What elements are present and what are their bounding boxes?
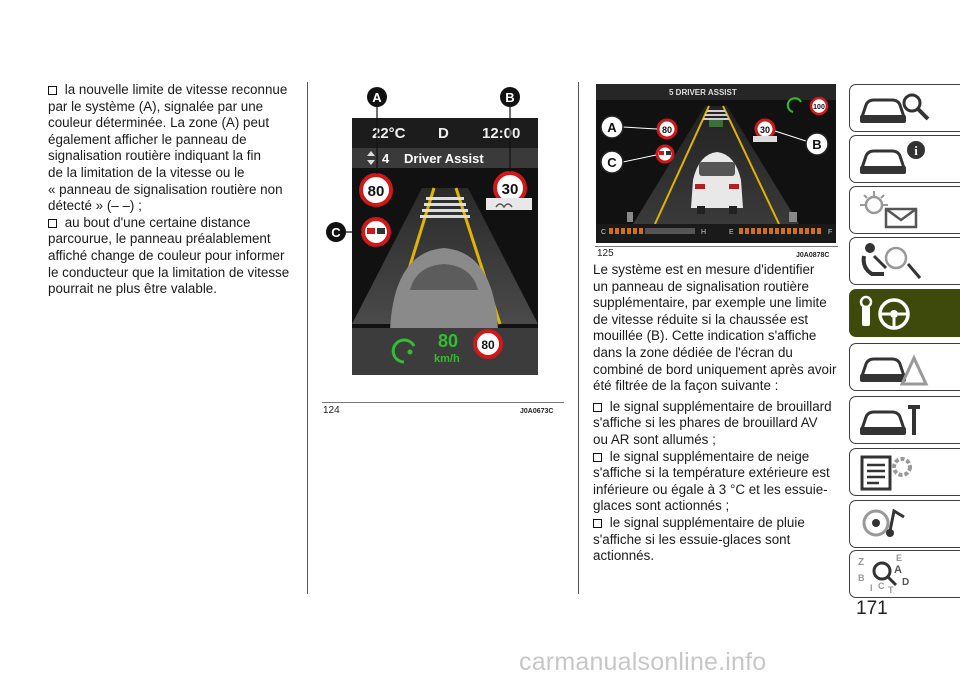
key-steering-wheel-icon [850,290,940,334]
car-search-icon [850,85,940,129]
display-time: 12:00 [482,125,521,142]
svg-text:B: B [505,90,515,105]
display-speed-unit: km/h [434,353,460,365]
svg-text:Z: Z [858,557,865,568]
column-divider-1 [307,82,308,594]
svg-text:C: C [331,225,341,240]
spec-sheet-gear-icon [850,449,940,493]
multimedia-icon [850,501,940,545]
menu-number: 4 [382,151,390,166]
svg-text:A: A [894,564,902,576]
svg-text:E: E [896,553,903,563]
svg-text:B: B [858,573,865,583]
gauge-c-label: C [601,229,607,236]
tab-warning-lights[interactable] [849,186,960,234]
temperature-icon [627,212,633,222]
column-divider-2 [578,82,579,594]
svg-text:B: B [812,137,822,152]
car-info-icon [850,136,940,180]
car-tools-icon [850,397,940,441]
display-gear: D [438,125,449,142]
tab-maintenance[interactable] [849,396,960,444]
tab-emergency[interactable] [849,343,960,391]
right-paragraph-intro: Le système est en mesure d'identifier un panneau de signalisation routière supplémentaire, par exemple une limite de vitesse réduite si la chaussée est mouillée (B). Cette indication s'affiche dans la zone dédiée de l'écran du combiné de bord uniquement après avoir été filtrée de la façon suivante : [593,262,837,394]
figure-124-cluster-display [322,84,566,378]
warning-light-message-icon [850,187,940,231]
figure-125-caption-rule [595,246,838,247]
figure-125-cluster-display [593,84,838,244]
figure-124-caption-rule [322,402,564,403]
svg-text:100: 100 [813,104,825,111]
display-temperature: 22°C [372,125,406,142]
right-bullet-snow: le signal supplémentaire de neige s'affiche si la température extérieure est inférieure ou égale à 3 °C et les essuie- glaces sont actionnés ; [593,449,843,515]
left-text-column [48,82,300,298]
right-text-column [593,262,843,565]
airbag-seat-icon [850,238,940,282]
tab-car-info[interactable] [849,135,960,183]
svg-text:A: A [607,120,617,135]
gauge-h-label: H [701,229,707,236]
figure-124-number: 124 [323,405,340,416]
tab-starting-driving[interactable] [849,289,960,337]
svg-text:80: 80 [367,183,385,200]
fuel-icon [789,212,797,222]
right-bullet-rain: le signal supplémentaire de pluie s'affiche si les essuie-glaces sont actionnés. [593,515,843,565]
tab-technical-specs[interactable] [849,448,960,496]
display-header: 5 DRIVER ASSIST [669,88,737,97]
gauge-e-label: E [729,229,734,236]
gauge-f-label: F [828,229,833,236]
tab-car-search[interactable] [849,84,960,132]
page-number: 171 [856,598,888,619]
svg-text:A: A [372,90,382,105]
tab-multimedia[interactable] [849,500,960,548]
left-paragraph-1: la nouvelle limite de vitesse reconnue par le système (A), signalée par une couleur déterminée. La zone (A) peut également afficher le panneau de signalisation routière indiquant la fin de la limitation de la vitesse ou le « panneau de signalisation routière non détecté » (– –) ; [48,82,300,215]
car-breakdown-icon [850,344,940,388]
svg-text:30: 30 [501,181,519,198]
no-overtaking-sign-c [363,219,389,245]
svg-text:80: 80 [661,125,673,135]
menu-label: Driver Assist [404,151,484,166]
right-bullet-fog: le signal supplémentaire de brouillard s'affiche si les phares de brouillard AV ou AR sont allumés ; [593,399,843,449]
display-speed: 80 [438,331,459,351]
figure-124-code: J0A0673C [520,408,554,415]
tab-index[interactable] [849,550,960,598]
left-paragraph-2: au bout d'une certaine distance parcourue, le panneau préalablement affiché change de couleur pour informer le conducteur que la limitation de vitesse pourrait ne plus être valable. [48,215,300,298]
svg-text:80: 80 [481,338,495,352]
svg-text:30: 30 [759,125,771,135]
tab-safety[interactable] [849,237,960,285]
svg-text:C: C [607,155,617,170]
svg-text:D: D [902,577,910,588]
index-search-icon [850,551,940,595]
figure-125-number: 125 [597,248,614,259]
watermark: carmanualsonline.info [519,648,767,676]
figure-125-code: J0A0878C [796,252,830,259]
svg-text:i: i [914,143,918,158]
svg-text:C: C [878,581,885,591]
svg-text:T: T [888,585,894,595]
svg-text:I: I [870,583,873,593]
